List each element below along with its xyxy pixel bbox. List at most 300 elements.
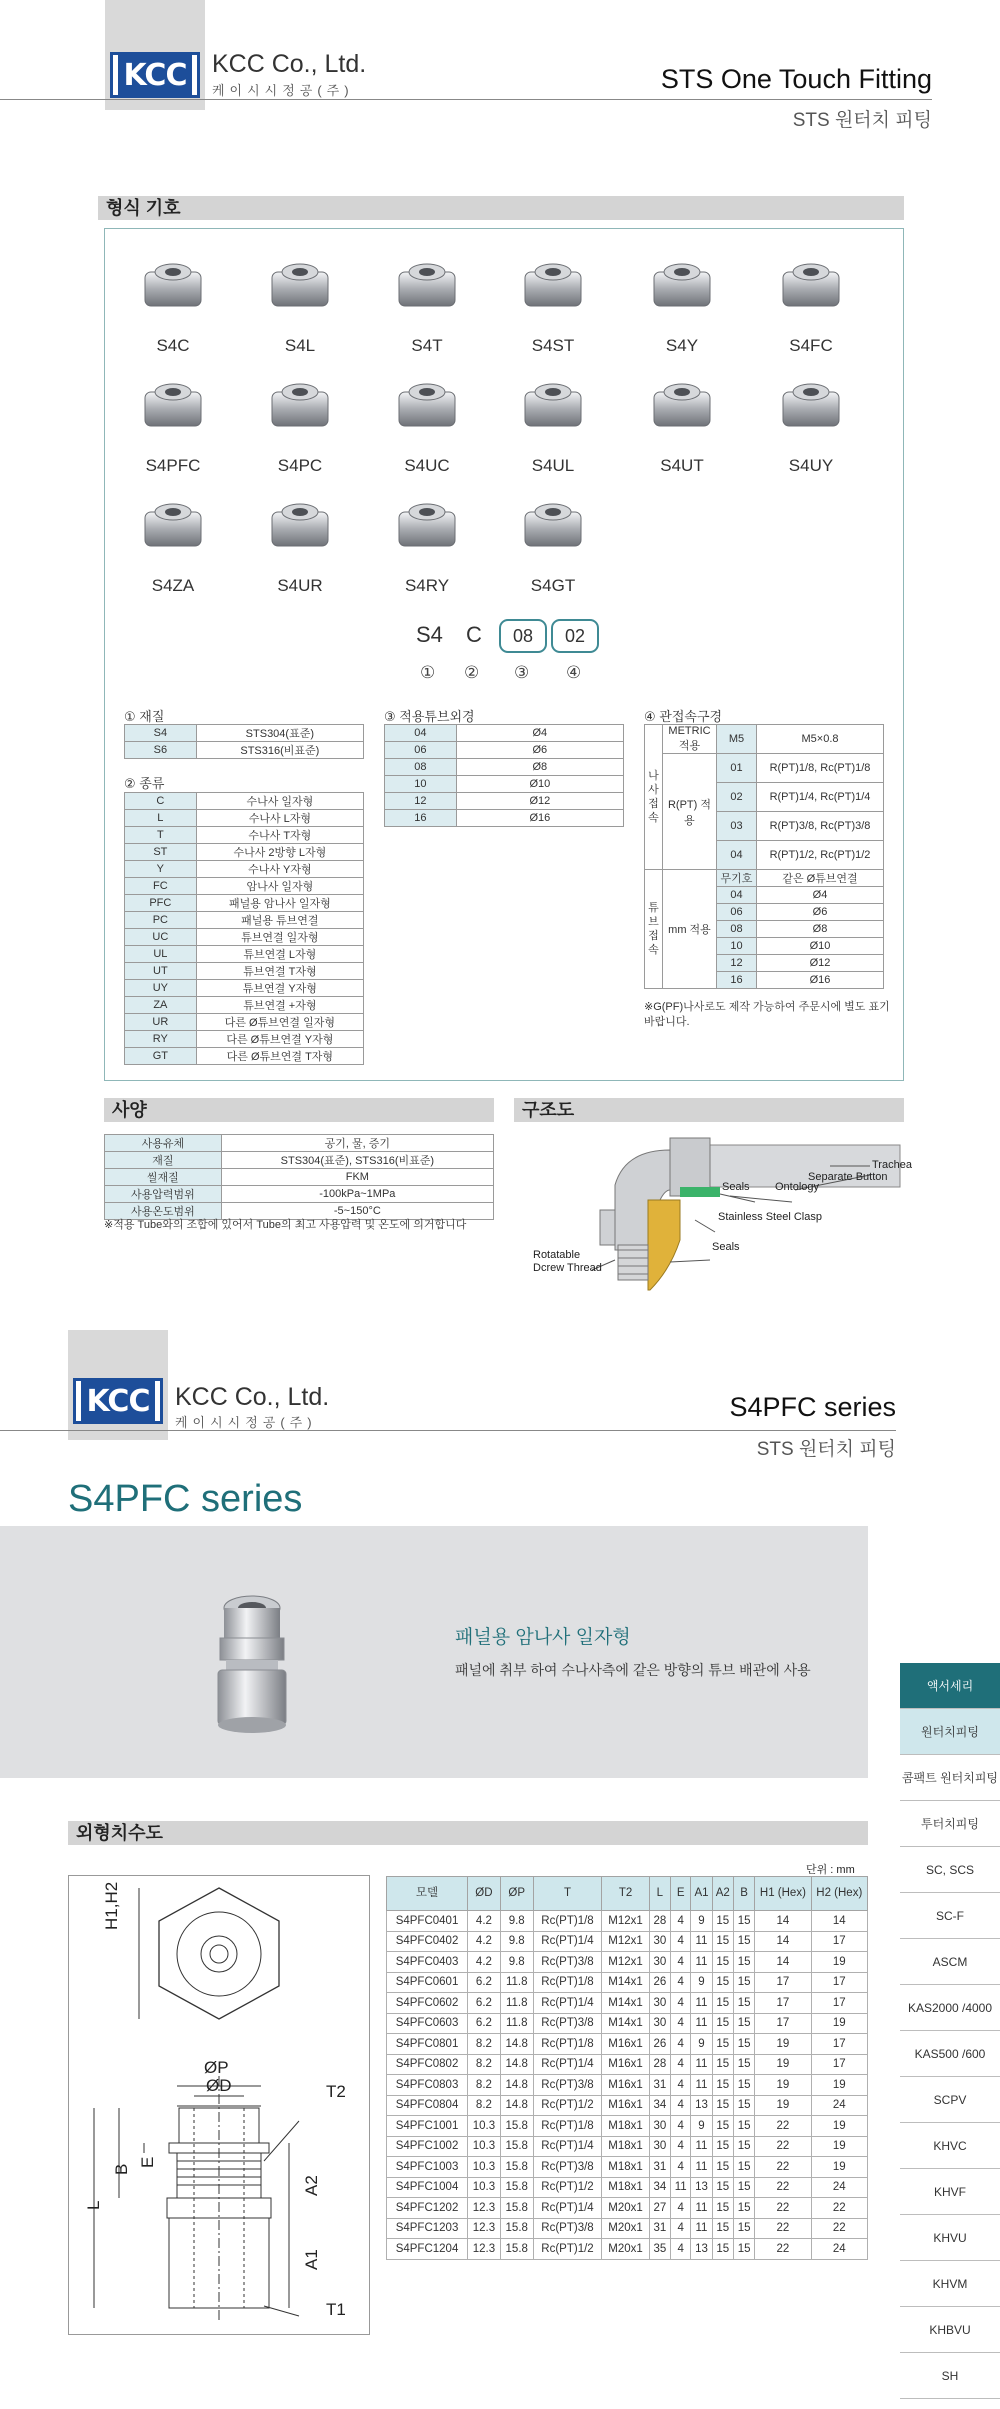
cell-key: ST [125, 844, 197, 861]
column-header: ØD [468, 1877, 501, 1911]
cell-key: 04 [385, 725, 457, 742]
cell-key: T [125, 827, 197, 844]
table-cell: 15 [733, 2218, 754, 2239]
table-row [125, 861, 364, 878]
table-row [645, 754, 884, 783]
table-cell: 34 [649, 2177, 670, 2198]
cell-value: 수나사 L자형 [196, 810, 363, 827]
table-row [125, 844, 364, 861]
cell-value: Ø16 [456, 810, 623, 827]
table-row [125, 1031, 364, 1048]
table-cell: 15 [712, 2157, 733, 2178]
cell-value: 수나사 2방향 L자형 [196, 844, 363, 861]
spec-table [104, 1134, 494, 1220]
cell-value: FKM [221, 1169, 493, 1186]
table-cell: 19 [811, 2157, 867, 2178]
table-cell: 22 [755, 2177, 811, 2198]
model-cell: S4PFC1003 [387, 2157, 468, 2178]
table-cell: M18x1 [602, 2116, 649, 2137]
table-row [385, 776, 624, 793]
cell-value: 다른 Ø튜브연결 T자형 [196, 1048, 363, 1065]
model-cell: S4PFC0804 [387, 2095, 468, 2116]
kcc-logo: KCC [110, 52, 200, 98]
table-cell: 30 [649, 2116, 670, 2137]
table-cell: 15 [712, 2239, 733, 2260]
cell-value: Ø12 [456, 793, 623, 810]
part-s4uy [756, 364, 866, 476]
part-s4t [372, 244, 482, 356]
table-cell: M12x1 [602, 1931, 649, 1952]
table-row [125, 980, 364, 997]
sidenav-item[interactable]: 액서세리 [900, 1663, 1000, 1709]
section-structure: 구조도 [514, 1098, 904, 1122]
table-cell: Rc(PT)1/4 [533, 1993, 602, 2014]
table-cell: M20x1 [602, 2239, 649, 2260]
sidenav-item[interactable]: KAS2000 /4000 [900, 1985, 1000, 2031]
table-cell: 15 [733, 2034, 754, 2055]
table-cell: 8.2 [468, 2075, 501, 2096]
table-cell: 10.3 [468, 2116, 501, 2137]
table-cell: 11 [691, 2218, 712, 2239]
table-cell: 8.2 [468, 2034, 501, 2055]
cell-value: 암나사 일자형 [196, 878, 363, 895]
cell-key: 02 [717, 783, 757, 812]
table-cell: 11.8 [500, 1993, 533, 2014]
table-row [387, 2034, 868, 2055]
table-cell: 9.8 [500, 1931, 533, 1952]
model-cell: S4PFC0603 [387, 2013, 468, 2034]
cell-value: STS304(표준) [196, 725, 363, 742]
table-cell: 15 [712, 2054, 733, 2075]
table-row [125, 912, 364, 929]
part-code: S4C [156, 336, 190, 355]
fitting-panel-female-icon [123, 364, 223, 448]
table-row [387, 2218, 868, 2239]
table-cell: 6.2 [468, 1993, 501, 2014]
column-header: T [533, 1877, 602, 1911]
table-cell: 35 [649, 2239, 670, 2260]
material-table [124, 724, 364, 759]
table-cell: 31 [649, 2157, 670, 2178]
model-cell: S4PFC0802 [387, 2054, 468, 2075]
table-row [105, 1186, 494, 1203]
table-cell: 24 [811, 2095, 867, 2116]
table-row [387, 2198, 868, 2219]
part-s4gt [498, 484, 608, 596]
page-subtitle: STS 원터치 피팅 [792, 110, 932, 131]
table-cell: 9.8 [500, 1911, 533, 1932]
dim-label-a1: A1 [302, 2249, 321, 2270]
column-header: L [649, 1877, 670, 1911]
sidenav-item[interactable]: 콤팩트 원터치피팅 [900, 1755, 1000, 1801]
table-cell: Rc(PT)1/8 [533, 2116, 602, 2137]
dim-label-e: E [138, 2156, 157, 2168]
table-cell: 15.8 [500, 2116, 533, 2137]
group-thread: 나사접속 [645, 725, 663, 870]
table-cell: 14 [755, 1931, 811, 1952]
table-cell: 22 [755, 2116, 811, 2137]
metric-label: METRIC 적용 [663, 725, 717, 754]
table-cell: Rc(PT)1/2 [533, 2177, 602, 2198]
cell-key: 06 [385, 742, 457, 759]
table-cell: 30 [649, 2013, 670, 2034]
structure-diagram [530, 1130, 910, 1320]
part-code: S4UR [277, 576, 323, 595]
part-s4ul [498, 364, 608, 476]
part-code: S4T [411, 336, 443, 355]
conn-note: ※G(PF)나사로도 제작 가능하여 주문시에 별도 표기 바랍니다. [644, 1001, 890, 1028]
table-cell: 15 [712, 2075, 733, 2096]
cell-key: UT [125, 963, 197, 980]
table-cell: 15 [733, 2095, 754, 2116]
dimension-drawing [68, 1875, 370, 2335]
table-cell: 30 [649, 1931, 670, 1952]
table-cell: 4 [671, 2157, 691, 2178]
cell-key: 04 [717, 841, 757, 870]
label-ontology: Ontology [775, 1181, 820, 1193]
table-cell: 4.2 [468, 1952, 501, 1973]
sidenav-item[interactable]: SCPV [900, 2077, 1000, 2123]
table-row [387, 2239, 868, 2260]
table-cell: 15.8 [500, 2157, 533, 2178]
cell-key: 16 [385, 810, 457, 827]
fitting-panel-icon [250, 364, 350, 448]
cell-key: ZA [125, 997, 197, 1014]
cell-value: R(PT)3/8, Rc(PT)3/8 [757, 812, 884, 841]
company-name-kr-2: 케이시시정공(주) [175, 1415, 317, 1430]
cell-key: FC [125, 878, 197, 895]
table-cell: M18x1 [602, 2177, 649, 2198]
part-code: S4GT [530, 576, 576, 595]
part-code: S4ST [531, 336, 575, 355]
table-cell: 17 [811, 1972, 867, 1993]
part-s4l [245, 244, 355, 356]
table-cell: 14 [811, 1911, 867, 1932]
table-cell: 15 [712, 2034, 733, 2055]
table-cell: 15 [733, 2075, 754, 2096]
part-s4uc [372, 364, 482, 476]
table-cell: 12.3 [468, 2198, 501, 2219]
cell-key: 16 [717, 972, 757, 989]
table-cell: 4 [671, 2136, 691, 2157]
table-cell: 19 [811, 2013, 867, 2034]
fitting-reducer-tee-icon [503, 484, 603, 568]
fitting-cross-icon [123, 484, 223, 568]
header2-divider [0, 1430, 896, 1431]
table-cell: 4.2 [468, 1931, 501, 1952]
table-cell: 9 [691, 2034, 712, 2055]
product-description: 패널에 취부 하여 수나사측에 같은 방향의 튜브 배관에 사용 [455, 1662, 811, 1678]
table-row [387, 2013, 868, 2034]
conn-table [644, 724, 884, 989]
table-cell: 13 [691, 2239, 712, 2260]
table-cell: 19 [811, 1952, 867, 1973]
model-cell: S4PFC1202 [387, 2198, 468, 2219]
model-cell: S4PFC1204 [387, 2239, 468, 2260]
table-row [387, 1931, 868, 1952]
part-s4pfc [118, 364, 228, 476]
table-row [125, 725, 364, 742]
tube-table [384, 724, 624, 827]
label-separate-button: Separate Button [808, 1171, 888, 1183]
table-cell: 26 [649, 1972, 670, 1993]
table-cell: 22 [811, 2218, 867, 2239]
product-banner [0, 1526, 868, 1778]
sidenav-item[interactable]: KHVC [900, 2123, 1000, 2169]
table-row [105, 1152, 494, 1169]
code-part-1: S4 [416, 622, 443, 647]
cell-value: R(PT)1/4, Rc(PT)1/4 [757, 783, 884, 812]
rpt-label: R(PT) 적용 [663, 754, 717, 870]
table-cell: 4 [671, 1931, 691, 1952]
table-cell: 6.2 [468, 2013, 501, 2034]
cell-value: M5×0.8 [757, 725, 884, 754]
cell-key: 10 [717, 938, 757, 955]
table-cell: 15 [733, 2136, 754, 2157]
unit-label: 단위 : mm [806, 1864, 855, 1876]
table-cell: 22 [755, 2198, 811, 2219]
dim-label-l: L [84, 2200, 103, 2210]
table-row [387, 2054, 868, 2075]
cell-key: 재질 [105, 1152, 222, 1169]
table-cell: M14x1 [602, 1972, 649, 1993]
table-cell: 8.2 [468, 2095, 501, 2116]
cell-key: 씰재질 [105, 1169, 222, 1186]
label-clasp: Stainless Steel Clasp [718, 1211, 822, 1223]
table-row [125, 827, 364, 844]
cell-key: 10 [385, 776, 457, 793]
table-cell: 34 [649, 2095, 670, 2116]
table-cell: 15 [712, 2013, 733, 2034]
table-cell: 15.8 [500, 2198, 533, 2219]
cell-value: Ø12 [757, 955, 884, 972]
table-cell: 19 [755, 2034, 811, 2055]
table-cell: 14 [755, 1911, 811, 1932]
fitting-union-elbow-icon [503, 364, 603, 448]
table-cell: 24 [811, 2239, 867, 2260]
sidenav-item[interactable]: 투터치피팅 [900, 1801, 1000, 1847]
table-cell: 15 [733, 2157, 754, 2178]
table-cell: M18x1 [602, 2136, 649, 2157]
part-s4ur [245, 484, 355, 596]
part-code: S4UC [404, 456, 450, 475]
table-row [385, 742, 624, 759]
fitting-reducer-icon [250, 484, 350, 568]
table-cell: 15.8 [500, 2177, 533, 2198]
fitting-union-y-icon [761, 364, 861, 448]
sidenav-item[interactable]: SC-F [900, 1893, 1000, 1939]
table-row [387, 2116, 868, 2137]
part-code: S4Y [665, 336, 699, 355]
table-row [125, 742, 364, 759]
cell-value: Ø4 [456, 725, 623, 742]
cell-key: 사용압력범위 [105, 1186, 222, 1203]
model-cell: S4PFC1001 [387, 2116, 468, 2137]
cell-value: STS304(표준), STS316(비표준) [221, 1152, 493, 1169]
tube-title: ③ 적용튜브외경 [384, 709, 475, 724]
table-row [125, 793, 364, 810]
cell-value: 튜브연결 일자형 [196, 929, 363, 946]
sidenav-item[interactable]: KHVM [900, 2261, 1000, 2307]
table-cell: 11 [671, 2177, 691, 2198]
sidenav-item[interactable]: KAS500 /600 [900, 2031, 1000, 2077]
dim-label-t2: T2 [326, 2082, 346, 2101]
cell-value: -5~150°C [221, 1203, 493, 1220]
table-row [645, 725, 884, 754]
sidenav-item[interactable]: SC, SCS [900, 1847, 1000, 1893]
table-cell: 12.3 [468, 2239, 501, 2260]
part-s4c [118, 244, 228, 356]
sidenav-item[interactable]: 원터치피팅 [900, 1709, 1000, 1755]
cell-value: 다른 Ø튜브연결 Y자형 [196, 1031, 363, 1048]
table-cell: Rc(PT)1/4 [533, 1931, 602, 1952]
part-code: S4PFC [145, 456, 201, 475]
table-cell: 15 [712, 2218, 733, 2239]
table-cell: 15 [733, 1993, 754, 2014]
cell-key: UR [125, 1014, 197, 1031]
table-row [387, 2157, 868, 2178]
cell-value: 다른 Ø튜브연결 일자형 [196, 1014, 363, 1031]
cell-key: GT [125, 1048, 197, 1065]
table-cell: 15 [733, 1911, 754, 1932]
cell-key: 01 [717, 754, 757, 783]
cell-key: RY [125, 1031, 197, 1048]
part-s4ut [627, 364, 737, 476]
table-cell: 14.8 [500, 2075, 533, 2096]
column-header: A2 [712, 1877, 733, 1911]
cell-value: 수나사 Y자형 [196, 861, 363, 878]
table-cell: 15 [712, 1972, 733, 1993]
fitting-y-icon [632, 244, 732, 328]
table-cell: 15 [712, 1931, 733, 1952]
fitting-tee-side-icon [503, 244, 603, 328]
table-cell: 4 [671, 2034, 691, 2055]
table-row [387, 1952, 868, 1973]
sidenav-item[interactable]: SH [900, 2353, 1000, 2399]
dim-label-t1: T1 [326, 2300, 346, 2319]
table-cell: 30 [649, 1952, 670, 1973]
cell-key: 12 [717, 955, 757, 972]
table-row [125, 929, 364, 946]
model-cell: S4PFC0401 [387, 1911, 468, 1932]
product-name: 패널용 암나사 일자형 [455, 1627, 631, 1648]
table-row [387, 2177, 868, 2198]
cell-value: Ø8 [757, 921, 884, 938]
column-header: ØP [500, 1877, 533, 1911]
conn-title: ④ 관접속구경 [644, 709, 723, 724]
table-cell: 15 [733, 2013, 754, 2034]
label-seals-1: Seals [722, 1181, 750, 1193]
cell-value: 패널용 튜브연결 [196, 912, 363, 929]
section-type-code: 형식 기호 [98, 196, 904, 220]
label-screw-thread: Dcrew Thread [533, 1262, 602, 1274]
table-row [385, 759, 624, 776]
table-cell: 19 [811, 2136, 867, 2157]
table-cell: 11 [691, 2157, 712, 2178]
model-cell: S4PFC0402 [387, 1931, 468, 1952]
fitting-elbow-male-icon [250, 244, 350, 328]
table-row [387, 1972, 868, 1993]
cell-value: 튜브연결 L자형 [196, 946, 363, 963]
table-cell: 17 [811, 2034, 867, 2055]
cell-key: C [125, 793, 197, 810]
part-s4ry [372, 484, 482, 596]
table-cell: Rc(PT)1/4 [533, 2198, 602, 2219]
cell-value: 공기, 물, 증기 [221, 1135, 493, 1152]
table-row [125, 997, 364, 1014]
sidenav-item[interactable]: ASCM [900, 1939, 1000, 1985]
product-image [200, 1590, 310, 1740]
cell-value: R(PT)1/8, Rc(PT)1/8 [757, 754, 884, 783]
material-title: ① 재질 [124, 709, 165, 724]
table-cell: Rc(PT)1/2 [533, 2095, 602, 2116]
cell-key: 06 [717, 904, 757, 921]
table-cell: 11 [691, 1993, 712, 2014]
kind-table [124, 792, 364, 1065]
cell-key: M5 [717, 725, 757, 754]
table-cell: 15 [733, 2198, 754, 2219]
cell-value: 패널용 암나사 일자형 [196, 895, 363, 912]
table-cell: 22 [755, 2239, 811, 2260]
table-row [387, 2075, 868, 2096]
table-cell: 13 [691, 2177, 712, 2198]
cell-key: UC [125, 929, 197, 946]
fitting-reducer-y-icon [377, 484, 477, 568]
table-cell: 17 [811, 2054, 867, 2075]
dim-label-h: H1,H2 [102, 1881, 121, 1930]
table-cell: 15 [733, 2239, 754, 2260]
part-code: S4UY [788, 456, 834, 475]
table-cell: 15 [733, 2177, 754, 2198]
part-code: S4FC [789, 336, 833, 355]
column-header: E [671, 1877, 691, 1911]
table-cell: Rc(PT)3/8 [533, 2218, 602, 2239]
table-cell: 15.8 [500, 2136, 533, 2157]
table-row [645, 870, 884, 887]
table-cell: 4.2 [468, 1911, 501, 1932]
table-cell: 6.2 [468, 1972, 501, 1993]
table-cell: 15 [712, 1911, 733, 1932]
cell-value: 수나사 일자형 [196, 793, 363, 810]
table-cell: 17 [755, 1993, 811, 2014]
table-cell: M12x1 [602, 1911, 649, 1932]
table-cell: 19 [811, 2116, 867, 2137]
sidenav-item[interactable]: KHVU [900, 2215, 1000, 2261]
model-cell: S4PFC1002 [387, 2136, 468, 2157]
sidenav-item[interactable]: KHVF [900, 2169, 1000, 2215]
cell-value: Ø8 [456, 759, 623, 776]
sidenav-item[interactable]: KHBVU [900, 2307, 1000, 2353]
part-s4fc [756, 244, 866, 356]
cell-value: 튜브연결 Y자형 [196, 980, 363, 997]
cell-key: 03 [717, 812, 757, 841]
marker-2: ② [464, 663, 480, 682]
label-trachea: Trachea [872, 1159, 912, 1171]
page-title: STS One Touch Fitting [660, 64, 932, 94]
table-cell: 15 [733, 1931, 754, 1952]
table-cell: 4 [671, 2218, 691, 2239]
table-cell: Rc(PT)3/8 [533, 2013, 602, 2034]
part-code: S4PC [277, 456, 323, 475]
code-part-3: 08 [499, 619, 547, 653]
table-cell: 15 [712, 2116, 733, 2137]
table-row [125, 1014, 364, 1031]
cell-value: -100kPa~1MPa [221, 1186, 493, 1203]
part-s4st [498, 244, 608, 356]
cell-value: Ø4 [757, 887, 884, 904]
model-cell: S4PFC0801 [387, 2034, 468, 2055]
cell-key: UL [125, 946, 197, 963]
